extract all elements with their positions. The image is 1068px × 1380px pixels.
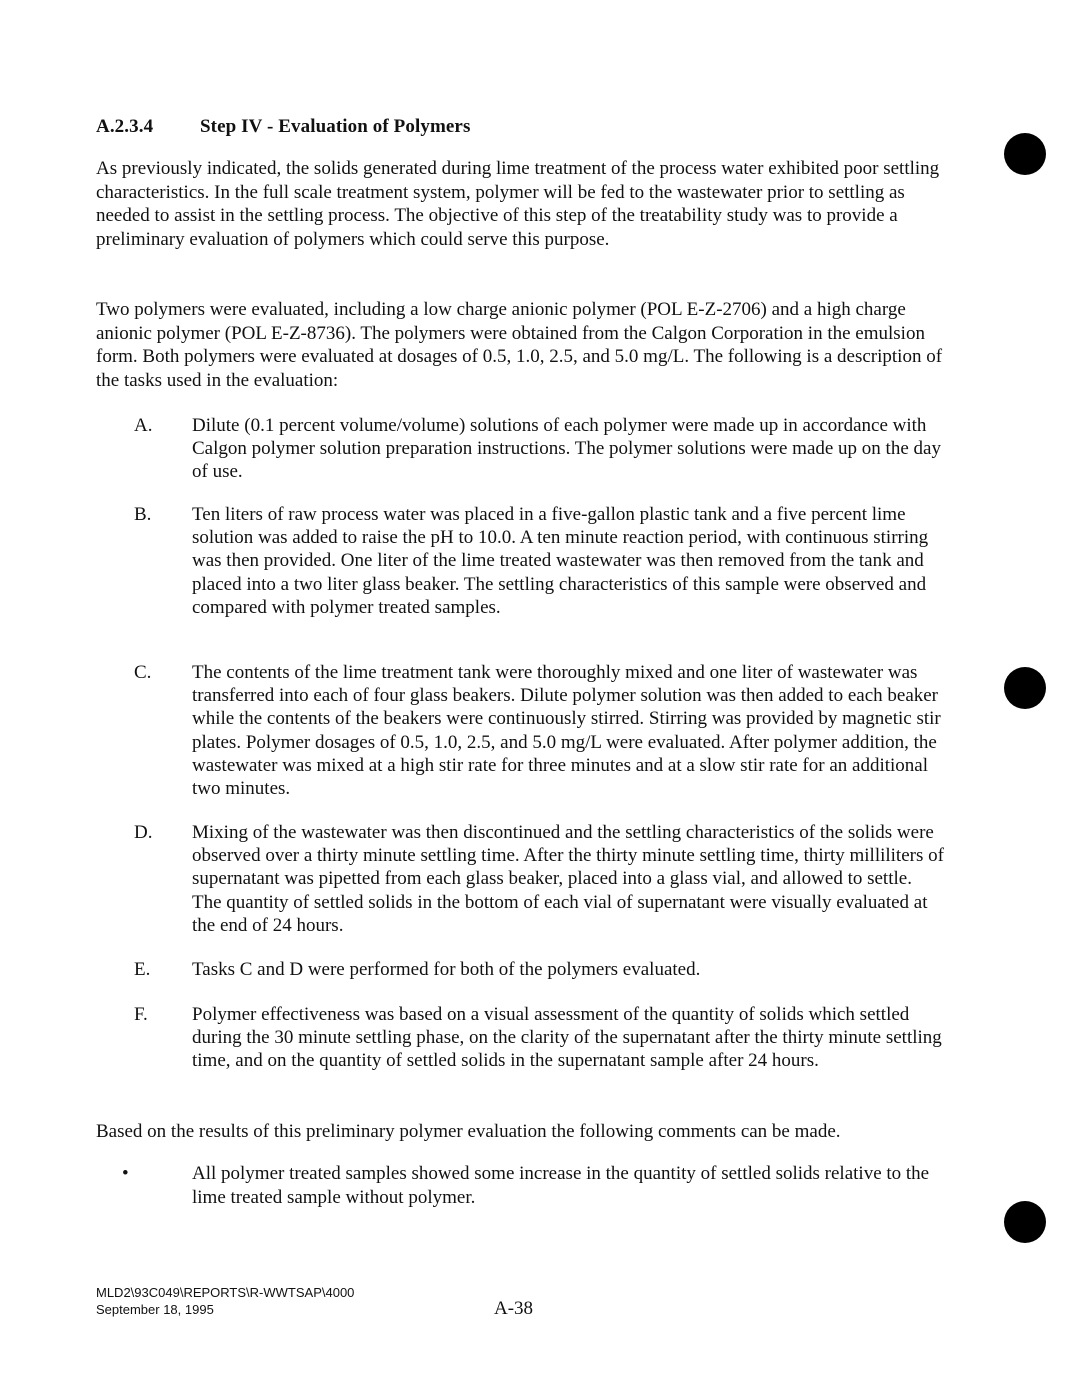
task-letter: F. [134,1004,148,1025]
section-number: A.2.3.4 [96,116,154,137]
footer-path: MLD2\93C049\REPORTS\R-WWTSAP\4000 [96,1285,355,1300]
task-letter: C. [134,662,152,683]
punch-hole-icon [1004,133,1046,175]
bullet-icon: • [122,1163,129,1184]
intro-paragraph: As previously indicated, the solids generated during lime treatment of the process water exhibited poor settling characteristics. In the full scale treatment system, polymer will be fed to the wastewater prior to settling as needed to assist in the settling process. The objective of this step of the treatability study was to provide a preliminary evaluation of polymers which could serve this purpose. [96,158,940,250]
section-title: Step IV - Evaluation of Polymers [200,116,471,137]
section-heading [96,116,470,138]
bullet-text: All polymer treated samples showed some increase in the quantity of settled solids relative to the lime treated sample without polymer. [192,1163,930,1208]
punch-hole-icon [1004,1201,1046,1243]
task-text: Tasks C and D were performed for both of the polymers evaluated. [192,959,701,980]
task-letter: E. [134,959,151,980]
task-text: Ten liters of raw process water was placed in a five-gallon plastic tank and a five percent lime solution was added to raise the pH to 10.0. A ten minute reaction period, with continuous stirring was then provided. One liter of the lime treated wastewater was then removed from the tank and placed into a two liter glass beaker. The settling characteristics of this sample were observed and compared with polymer treated samples. [192,504,929,618]
task-text: Mixing of the wastewater was then discontinued and the settling characteristics of the solids were observed over a thirty minute settling time. After the thirty minute settling time, thirty milliliters of supernatant was pipetted from each glass beaker, placed into a glass vial, and allowed to settle. The quantity of settled solids in the bottom of each vial of supernatant were visually evaluated at the end of 24 hours. [192,822,944,936]
task-text: Dilute (0.1 percent volume/volume) solutions of each polymer were made up in accordance with Calgon polymer solution preparation instructions. The polymer solutions were made up on the day of use. [192,415,941,483]
task-letter: A. [134,415,153,436]
polymers-paragraph: Two polymers were evaluated, including a low charge anionic polymer (POL E-Z-2706) and a high charge anionic polymer (POL E-Z-8736). The polymers were obtained from the Calgon Corporation in the emulsion form. Both polymers were evaluated at dosages of 0.5, 1.0, 2.5, and 5.0 mg/L. The following is a description of the tasks used in the evaluation: [96,299,943,391]
punch-hole-icon [1004,667,1046,709]
footer-file-info [96,1284,354,1318]
task-letter: B. [134,504,152,525]
results-paragraph: Based on the results of this preliminary polymer evaluation the following comments can be made. [96,1121,841,1142]
task-text: The contents of the lime treatment tank were thoroughly mixed and one liter of wastewater was transferred into each of four glass beakers. Dilute polymer solution was then added to each beaker while the contents of the beakers were continuously stirred. Stirring was provided by magnetic stir plates. Polymer dosages of 0.5, 1.0, 2.5, and 5.0 mg/L were evaluated. After polymer addition, the wastewater was mixed at a high stir rate for three minutes and at a slow stir rate for an additional two minutes. [192,662,941,800]
task-text: Polymer effectiveness was based on a visual assessment of the quantity of solids which settled during the 30 minute settling phase, on the clarity of the supernatant after the thirty minute settling time, and on the quantity of settled solids in the supernatant sample after 24 hours. [192,1004,942,1072]
footer-date: September 18, 1995 [96,1302,214,1317]
task-letter: D. [134,822,153,843]
page-number: A-38 [494,1298,534,1319]
